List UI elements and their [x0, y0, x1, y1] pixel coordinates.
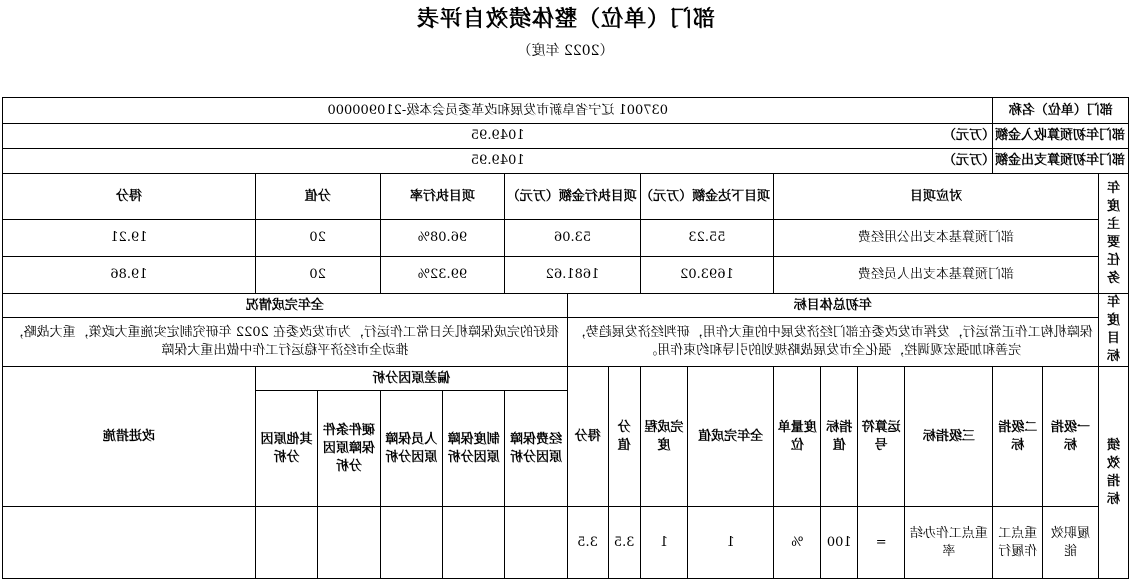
tasks-header-budget: 项目下达金额（万元）	[640, 174, 773, 220]
ind-header-dev-hardware: 硬件条件保障原因分析	[318, 391, 380, 507]
task-exec-amount: 53.06	[505, 220, 640, 257]
income-row	[3, 124, 1129, 149]
tasks-header-row	[3, 174, 1129, 220]
goals-content-row	[3, 318, 1129, 367]
ind-score-value: 3.5	[608, 507, 640, 579]
ind-header-dev-fund: 经费保障原因分析	[505, 391, 567, 507]
task-score: 19.21	[3, 220, 256, 257]
task-item: 部门预算基本支出人员经费	[774, 257, 1099, 294]
ind-unit: %	[774, 507, 821, 579]
ind-header-improvement: 改进措施	[3, 367, 256, 507]
ind-header-dev-staff: 人员保障原因分析	[380, 391, 442, 507]
income-label: 部门年初预算收入金额（万元）	[993, 124, 1129, 149]
expense-value: 1049.95	[3, 149, 993, 174]
tasks-header-score: 得分	[3, 174, 256, 220]
ind-header-dev-other: 其他原因分析	[255, 391, 317, 507]
expense-label: 部门年初预算支出金额（万元）	[993, 149, 1129, 174]
ind-header-level3: 三级指标	[905, 367, 993, 507]
ind-level1: 履职效能	[1042, 507, 1098, 579]
goals-target-text: 保障机构工作正常运行，发挥市发改委在部门经济发展中的重大作用，研判经济发展趋势，完善和加强宏观调控，强化全市发展战略规划的引导和约束作用。	[567, 318, 1098, 367]
ind-header-level1: 一级指标	[1042, 367, 1098, 507]
ind-header-deviation: 偏差原因分析	[255, 367, 567, 391]
tasks-header-exec-rate: 项目执行率	[380, 174, 505, 220]
ind-header-level2: 二级指标	[993, 367, 1042, 507]
ind-level2: 重点工作履行	[993, 507, 1042, 579]
ind-header-unit: 度量单位	[774, 367, 821, 507]
goals-header-row	[3, 294, 1129, 318]
tasks-header-score-value: 分值	[255, 174, 380, 220]
ind-dev-hardware	[318, 507, 380, 579]
task-budget: 1693.02	[640, 257, 773, 294]
indicators-section-label: 绩效指标	[1098, 367, 1128, 579]
tasks-header-item: 对应项目	[774, 174, 1099, 220]
page-subtitle: （2022 年度）	[517, 43, 614, 59]
task-budget: 55.23	[640, 220, 773, 257]
ind-header-actual-value: 全年完成值	[688, 367, 774, 507]
goals-completion-header: 全年完成情况	[3, 294, 568, 318]
tasks-header-exec-amount: 项目执行金额（万元）	[505, 174, 640, 220]
unit-name-value: 037001 辽宁省阜新市发展和改革委员会本级-210900000	[3, 98, 993, 124]
ind-completion: 1	[640, 507, 687, 579]
task-exec-amount: 1681.62	[505, 257, 640, 294]
expense-row	[3, 149, 1129, 174]
task-exec-rate: 99.32%	[380, 257, 505, 294]
task-score: 19.86	[3, 257, 256, 294]
task-score-value: 20	[255, 257, 380, 294]
income-value: 1049.95	[3, 124, 993, 149]
ind-dev-staff	[380, 507, 442, 579]
ind-actual-value: 1	[688, 507, 774, 579]
ind-score: 3.5	[567, 507, 608, 579]
evaluation-table	[2, 97, 1129, 579]
ind-improvement	[3, 507, 256, 579]
table-row	[3, 507, 1129, 579]
ind-header-completion: 完成程度	[640, 367, 687, 507]
goals-target-header: 年初总体目标	[567, 294, 1098, 318]
ind-dev-system	[442, 507, 504, 579]
goals-section-label: 年度目标	[1098, 294, 1128, 367]
task-exec-rate: 96.08%	[380, 220, 505, 257]
ind-dev-fund	[505, 507, 567, 579]
ind-target-value: 100	[821, 507, 858, 579]
ind-dev-other	[255, 507, 317, 579]
ind-header-score-value: 分值	[608, 367, 640, 507]
table-row	[3, 257, 1129, 294]
ind-operator: =	[858, 507, 905, 579]
ind-header-dev-system: 制度保障原因分析	[442, 391, 504, 507]
ind-header-score: 得分	[567, 367, 608, 507]
table-row	[3, 220, 1129, 257]
unit-name-label: 部门（单位）名称	[993, 98, 1129, 124]
page-title: 部门（单位）整体绩效自评表	[416, 6, 716, 32]
goals-completion-text: 很好的完成保障机关日常工作运行，为市发改委在 2022 年研究制定实施重大政策，重大战略，推动全市经济平稳运行工作中做出重大保障	[3, 318, 568, 367]
unit-name-row	[3, 98, 1129, 124]
task-item: 部门预算基本支出公用经费	[774, 220, 1099, 257]
task-score-value: 20	[255, 220, 380, 257]
ind-level3: 重点工作办结率	[905, 507, 993, 579]
tasks-section-label: 年度主要任务	[1098, 174, 1128, 294]
ind-header-target-value: 指标值	[821, 367, 858, 507]
ind-header-operator: 运算符号	[858, 367, 905, 507]
indicators-header-row	[3, 367, 1129, 391]
